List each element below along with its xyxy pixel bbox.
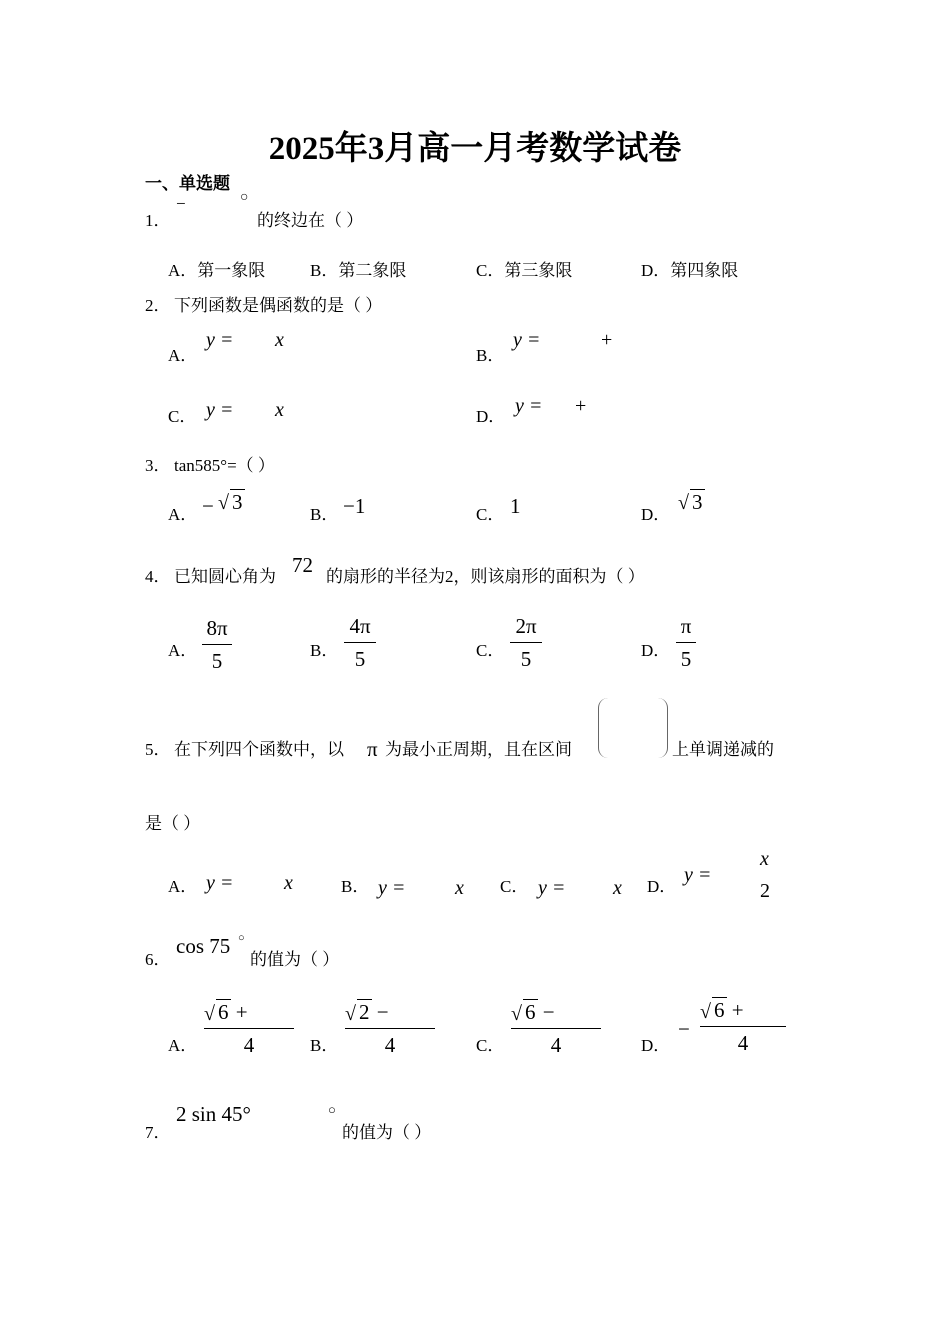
option-b-plus: + <box>601 329 613 351</box>
option-d-label[interactable]: D． <box>641 505 671 524</box>
option-c-label[interactable]: C． <box>476 505 505 524</box>
option-c[interactable]: C．第三象限 <box>476 261 573 280</box>
option-d-label[interactable]: D． <box>641 641 671 660</box>
section-heading: 一、单选题 <box>145 174 230 193</box>
option-d-y: y = <box>515 395 543 417</box>
option-a-minus: − <box>202 494 214 518</box>
option-c-y: y = <box>206 399 234 421</box>
option-c-fraction: 2π 5 <box>510 612 542 673</box>
option-b-label[interactable]: B． <box>310 1036 339 1055</box>
option-d[interactable]: D．第四象限 <box>641 261 739 280</box>
question-stem-mid: 为最小正周期，且在区间 <box>385 740 572 759</box>
question-number: 2． <box>145 296 171 315</box>
option-c-x: x <box>613 877 622 899</box>
question-stem: 下列函数是偶函数的是（ ） <box>174 296 383 315</box>
option-c-label[interactable]: C． <box>476 641 505 660</box>
option-b-label[interactable]: B． <box>310 641 339 660</box>
question-number: 6． <box>145 950 171 969</box>
option-b-label[interactable]: B． <box>341 877 370 896</box>
option-a[interactable]: A．第一象限 <box>168 261 266 280</box>
option-c-fraction: √ 6 − 4 <box>511 998 601 1059</box>
option-a-y: y = <box>206 329 234 351</box>
option-d-minus: − <box>678 1017 690 1041</box>
option-a-label[interactable]: A． <box>168 505 198 524</box>
angle-value: 72 <box>292 553 313 577</box>
option-b-value: −1 <box>343 494 366 518</box>
option-d-label[interactable]: D． <box>641 1036 671 1055</box>
question-stem-pre: 在下列四个函数中，以 <box>174 740 344 759</box>
degree-symbol: ○ <box>238 932 245 944</box>
option-b-label[interactable]: B． <box>310 505 339 524</box>
option-c-value: 1 <box>510 494 521 518</box>
question-number: 5． <box>145 740 171 759</box>
option-c-label[interactable]: C． <box>168 407 197 426</box>
minus-sign: − <box>176 194 186 213</box>
sin-expression: 2 sin 45° <box>176 1102 251 1126</box>
radical-sign: √ <box>218 492 229 514</box>
question-stem: 的终边在（ ） <box>257 211 364 230</box>
degree-symbol: ○ <box>240 190 249 205</box>
option-d-fraction: π 5 <box>676 612 696 673</box>
option-b-fraction: 4π 5 <box>344 612 376 673</box>
option-a-y: y = <box>206 872 234 894</box>
option-d-fraction: √ 6 + 4 <box>700 996 786 1057</box>
option-c-y: y = <box>538 877 566 899</box>
question-stem: 的值为（ ） <box>342 1123 432 1142</box>
question-stem-post: 的扇形的半径为2，则该扇形的面积为（ ） <box>326 567 645 586</box>
radical-sign: √ <box>678 492 689 514</box>
option-a-x: x <box>284 872 293 894</box>
degree-symbol: ○ <box>328 1102 336 1117</box>
interval-parentheses <box>598 698 668 758</box>
option-c-label[interactable]: C． <box>476 1036 505 1055</box>
option-d-two: 2 <box>760 880 770 902</box>
question-stem: 的值为（ ） <box>250 950 340 969</box>
question-stem-pre: 已知圆心角为 <box>174 567 276 586</box>
option-d-plus: + <box>575 395 587 417</box>
option-d-label[interactable]: D． <box>647 877 677 896</box>
option-b-y: y = <box>513 329 541 351</box>
option-a-label[interactable]: A． <box>168 877 198 896</box>
option-d-sqrt: √ 3 <box>678 490 703 514</box>
question-stem-post: 上单调递减的 <box>672 740 774 759</box>
option-a-sqrt: √ 3 <box>218 490 243 514</box>
exam-title: 2025年3月高一月考数学试卷 <box>268 131 682 167</box>
question-stem-line2: 是（ ） <box>145 814 201 833</box>
option-a-label[interactable]: A． <box>168 641 198 660</box>
option-a-label[interactable]: A． <box>168 346 198 365</box>
option-d-x-over: x <box>760 848 769 870</box>
option-b[interactable]: B．第二象限 <box>310 261 407 280</box>
option-a-fraction: 8π 5 <box>202 614 232 675</box>
question-number: 7． <box>145 1123 171 1142</box>
option-c-x: x <box>275 399 284 421</box>
option-a-x: x <box>275 329 284 351</box>
option-a-fraction: √ 6 + 4 <box>204 998 294 1059</box>
option-d-y: y = <box>684 864 712 886</box>
cos-expression: cos 75 <box>176 934 231 958</box>
option-b-y: y = <box>378 877 406 899</box>
pi-symbol: π <box>367 737 378 761</box>
option-c-label[interactable]: C． <box>500 877 529 896</box>
option-a-label[interactable]: A． <box>168 1036 198 1055</box>
question-number: 4． <box>145 567 171 586</box>
option-b-fraction: √ 2 − 4 <box>345 998 435 1059</box>
option-d-label[interactable]: D． <box>476 407 506 426</box>
option-b-label[interactable]: B． <box>476 346 505 365</box>
option-b-x: x <box>455 877 464 899</box>
question-number: 3． <box>145 456 171 475</box>
question-stem: tan585°=（ ） <box>174 456 275 475</box>
question-number: 1． <box>145 211 171 230</box>
